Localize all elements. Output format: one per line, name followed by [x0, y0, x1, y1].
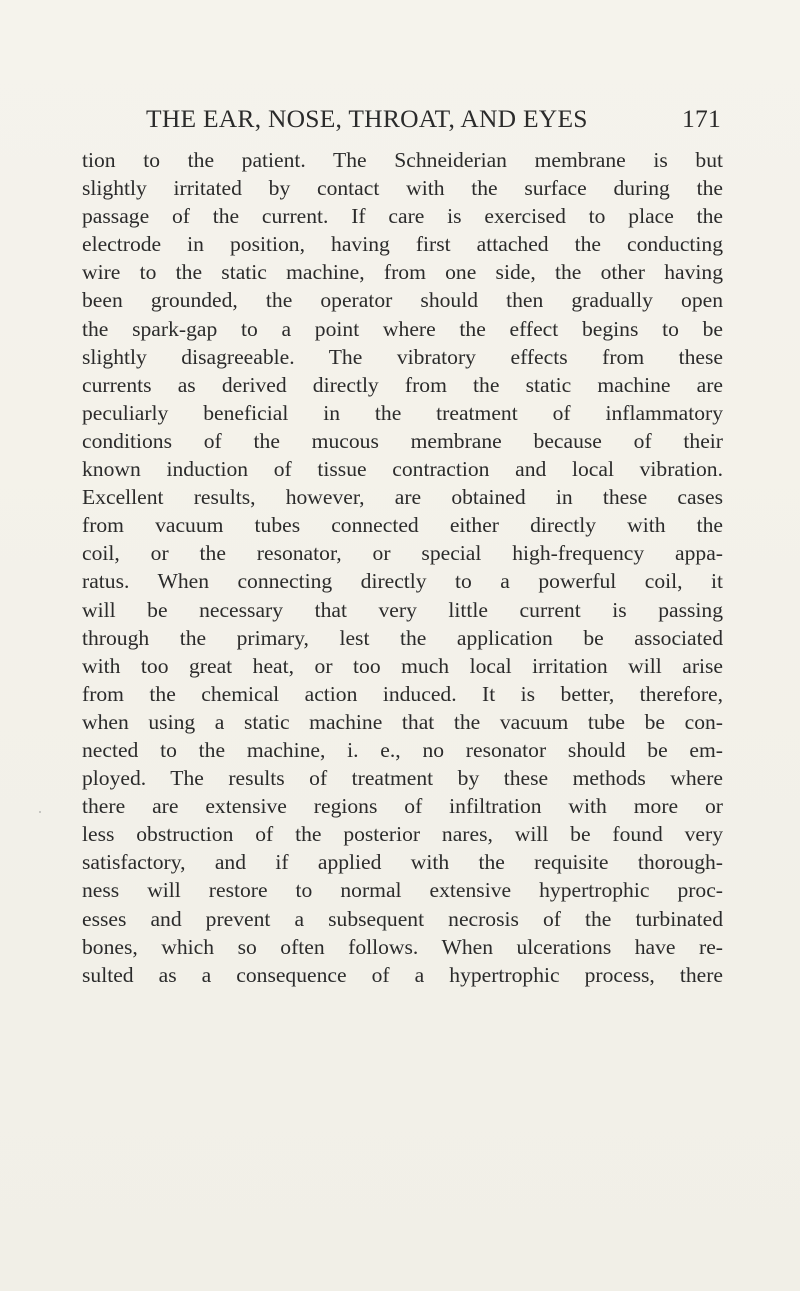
running-header: [146, 104, 721, 134]
text-line: through the primary, lest the application be associated: [82, 625, 723, 650]
text-line: passage of the current. If care is exercised to place the: [82, 204, 723, 229]
text-line: currents as derived directly from the static machine are: [82, 372, 723, 397]
text-line: Excellent results, however, are obtained in these cases: [82, 485, 723, 510]
text-line: ratus. When connecting directly to a powerful coil, it: [82, 569, 723, 594]
text-line: will be necessary that very little current is passing: [82, 597, 723, 622]
text-line: esses and prevent a subsequent necrosis of the turbinated: [82, 906, 723, 931]
text-line: been grounded, the operator should then gradually open: [82, 288, 723, 313]
text-line: when using a static machine that the vacuum tube be con-: [82, 709, 723, 734]
text-line: ployed. The results of treatment by these methods where: [82, 766, 723, 791]
text-line: bones, which so often follows. When ulcerations have re-: [82, 934, 723, 959]
text-line: with too great heat, or too much local irritation will arise: [82, 653, 723, 678]
text-line: known induction of tissue contraction and local vibration.: [82, 457, 723, 482]
text-line: there are extensive regions of infiltration with more or: [82, 794, 723, 819]
text-line: from the chemical action induced. It is better, therefore,: [82, 681, 723, 706]
text-line: peculiarly beneficial in the treatment of inflammatory: [82, 400, 723, 425]
text-line: slightly disagreeable. The vibratory effects from these: [82, 344, 723, 369]
page-number: 171: [682, 104, 721, 133]
paper-speck: [39, 811, 41, 813]
text-line: wire to the static machine, from one side, the other having: [82, 260, 723, 285]
text-line: slightly irritated by contact with the surface during the: [82, 176, 723, 201]
text-line: tion to the patient. The Schneiderian membrane is but: [82, 148, 723, 172]
running-header-title: THE EAR, NOSE, THROAT, AND EYES: [146, 104, 588, 133]
text-line: conditions of the mucous membrane because of their: [82, 428, 723, 453]
text-line: nected to the machine, i. e., no resonator should be em-: [82, 737, 723, 762]
text-line: less obstruction of the posterior nares, will be found very: [82, 822, 723, 847]
text-line: electrode in position, having first attached the conducting: [82, 232, 723, 257]
text-line: satisfactory, and if applied with the requisite thorough-: [82, 850, 723, 875]
body-text: [82, 146, 723, 989]
text-line: from vacuum tubes connected either directly with the: [82, 513, 723, 538]
text-line: the spark-gap to a point where the effect begins to be: [82, 316, 723, 341]
text-line: sulted as a consequence of a hypertrophic process, there: [82, 962, 723, 987]
text-line: ness will restore to normal extensive hypertrophic proc-: [82, 878, 723, 903]
text-line: coil, or the resonator, or special high-frequency appa-: [82, 541, 723, 566]
